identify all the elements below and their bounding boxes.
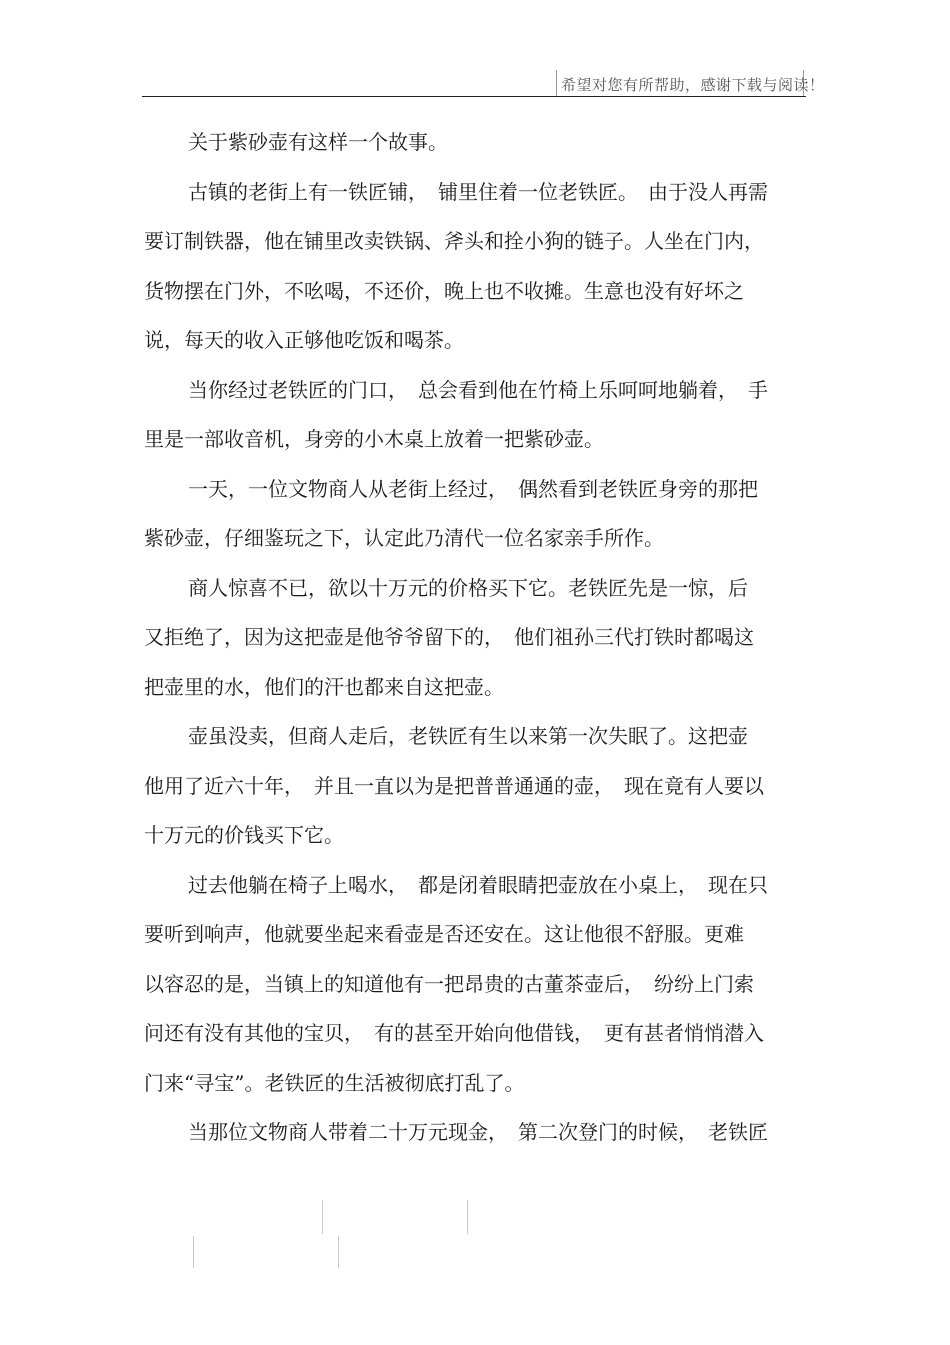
paragraph-line: 壶虽没卖，但商人走后，老铁匠有生以来第一次失眠了。这把壶 — [188, 724, 748, 748]
paragraph-line: 紫砂壶，仔细鉴玩之下，认定此乃清代一位名家亲手所作。 — [144, 526, 664, 550]
scan-mark — [322, 1200, 323, 1234]
paragraph-line: 当你经过老铁匠的门口， 总会看到他在竹椅上乐呵呵地躺着， 手 — [188, 377, 768, 402]
scan-mark — [193, 1236, 194, 1268]
paragraph-line: 门来“寻宝”。老铁匠的生活被彻底打乱了。 — [144, 1070, 525, 1095]
paragraph-line: 把壶里的水，他们的汗也都来自这把壶。 — [144, 674, 504, 699]
paragraph-line: 以容忍的是，当镇上的知道他有一把昂贵的古董茶壶后， 纷纷上门索 — [144, 971, 754, 996]
article-body — [144, 118, 806, 1158]
paragraph-line: 又拒绝了，因为这把壶是他爷爷留下的， 他们祖孙三代打铁时都喝这 — [144, 625, 754, 649]
paragraph-line: 问还有没有其他的宝贝， 有的甚至开始向他借钱， 更有甚者悄悄潜入 — [144, 1021, 764, 1045]
scan-mark — [467, 1200, 468, 1234]
paragraph-line: 说，每天的收入正够他吃饭和喝茶。 — [144, 328, 464, 352]
paragraph-line: 十万元的价钱买下它。 — [144, 823, 344, 847]
paragraph-line: 要听到响声，他就要坐起来看壶是否还安在。这让他很不舒服。更难 — [144, 922, 744, 946]
paragraph-line: 关于紫砂壶有这样一个故事。 — [188, 130, 448, 154]
paragraph-line: 里是一部收音机，身旁的小木桌上放着一把紫砂壶。 — [144, 427, 604, 451]
paragraph-line: 古镇的老街上有一铁匠铺， 铺里住着一位老铁匠。 由于没人再需 — [188, 179, 768, 204]
paragraph-line: 商人惊喜不已，欲以十万元的价格买下它。老铁匠先是一惊，后 — [188, 575, 748, 600]
paragraph-line: 一天，一位文物商人从老街上经过， 偶然看到老铁匠身旁的那把 — [188, 476, 758, 501]
paragraph-line: 他用了近六十年， 并且一直以为是把普普通通的壶， 现在竟有人要以 — [144, 773, 764, 798]
paragraph-line: 过去他躺在椅子上喝水， 都是闭着眼睛把壶放在小桌上， 现在只 — [188, 872, 768, 897]
paragraph-line: 货物摆在门外，不吆喝，不还价，晚上也不收摊。生意也没有好坏之 — [144, 278, 744, 303]
header-note: 希望对您有所帮助，感谢下载与阅读！ — [561, 76, 825, 94]
paragraph-line: 当那位文物商人带着二十万元现金， 第二次登门的时候， 老铁匠 — [188, 1120, 768, 1144]
header-rule — [142, 96, 806, 97]
paragraph-line: 要订制铁器，他在铺里改卖铁锅、斧头和拴小狗的链子。人坐在门内， — [144, 229, 764, 253]
scan-mark — [338, 1236, 339, 1268]
